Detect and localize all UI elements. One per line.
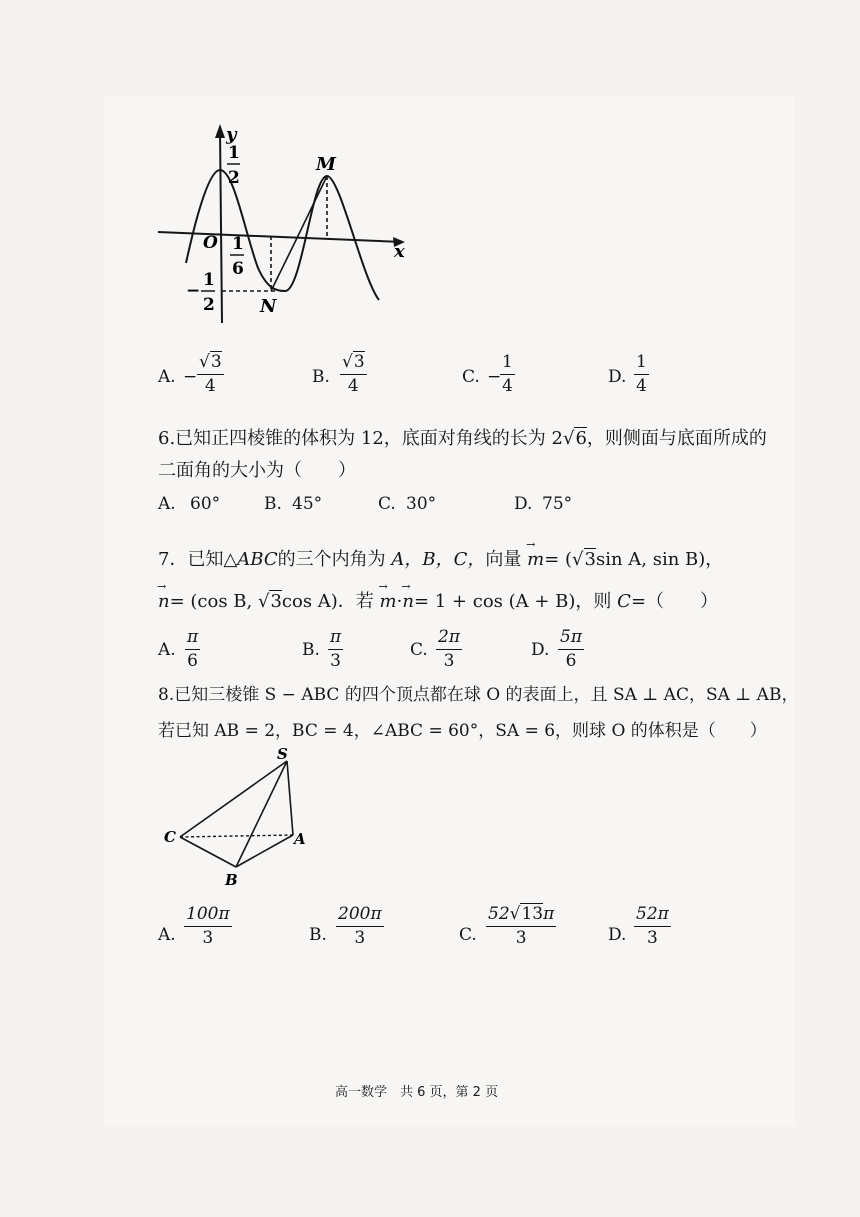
q6-option-b-letter: B. [264, 494, 282, 514]
edge-s-b [236, 761, 287, 867]
q7-l2-n: → n [158, 591, 170, 612]
q7-l1-vars: A，B，C， [391, 549, 486, 570]
q5-option-c-sign: − [487, 367, 502, 387]
q7-option-d-letter: D. [531, 640, 550, 660]
edge-c-s [180, 761, 287, 837]
origin-label: O [203, 233, 218, 253]
q8-b-den: 3 [354, 928, 366, 948]
q5-b-radicand: 3 [353, 352, 365, 372]
q6-stem-line1: 6.已知正四棱锥的体积为 12，底面对角线的长为 2√6，则侧面与底面所成的 [158, 428, 767, 449]
q7-d-den: 6 [565, 651, 577, 671]
q7-l2-dot: · [396, 591, 403, 612]
q8-b-num: 200π [336, 906, 384, 927]
q7-c-num: 2π [436, 629, 462, 650]
q5-d-den: 4 [636, 376, 647, 396]
q7-l2-rad: 3 [270, 591, 282, 612]
q5-option-a-letter: A. [158, 367, 176, 387]
q7-l2-a: = (cos B, [169, 591, 258, 612]
q5-option-c-fraction [500, 354, 515, 395]
q6-stem-line2: 二面角的大小为（ ） [158, 460, 356, 481]
tetrahedron-figure [160, 748, 310, 890]
q7-option-b-fraction [328, 629, 343, 670]
y-top-num: 1 [228, 143, 240, 163]
q6-stem-post: ，则侧面与底面所成的 [586, 428, 767, 449]
y-top-den: 2 [228, 168, 240, 188]
q5-c-den: 4 [502, 376, 513, 396]
q5-c-num: 1 [500, 354, 515, 375]
q5-option-d-letter: D. [608, 367, 627, 387]
q6-option-a-letter: A. [158, 494, 176, 514]
q6-option-d-value: 75° [542, 494, 573, 514]
y-bot-num: 1 [203, 270, 215, 290]
q7-option-a-letter: A. [158, 640, 176, 660]
q7-l2-c: = 1 + cos (A + B)，则 [413, 591, 612, 612]
q7-l2-m: → m [380, 591, 397, 612]
q7-l1-abc: ABC [237, 549, 278, 570]
q7-l1-b: 的三个内角为 [277, 549, 386, 570]
q8-option-b-letter: B. [309, 925, 327, 945]
vertex-a-label: A [294, 830, 306, 848]
y-bot-den: 2 [203, 295, 215, 315]
vertex-c-label: C [164, 828, 176, 846]
q7-l2-n2: → n [402, 591, 414, 612]
q7-option-b-letter: B. [302, 640, 320, 660]
x-tick-num: 1 [232, 234, 244, 254]
q8-c-num-a: 52 [488, 904, 510, 924]
q8-option-a-letter: A. [158, 925, 176, 945]
q8-a-den: 3 [202, 928, 214, 948]
q8-option-a-fraction [184, 906, 232, 947]
q7-c-den: 3 [443, 651, 455, 671]
edge-s-a [287, 761, 293, 835]
q8-option-c-letter: C. [459, 925, 477, 945]
q7-l1-d: = ( [544, 549, 573, 570]
q7-l1-a: 7．已知△ [158, 549, 238, 570]
q7-a-num: π [185, 629, 200, 650]
x-axis [158, 232, 402, 242]
q7-l1-c: 向量 [485, 549, 522, 570]
q7-stem-line1: 7．已知△ABC的三个内角为 A，B，C，向量 → m= (√3sin A, sin B)， [158, 545, 723, 571]
q7-a-den: 6 [187, 651, 198, 671]
q5-a-radicand: 3 [210, 352, 222, 372]
q7-option-c-letter: C. [410, 640, 428, 660]
q7-d-num: 5π [558, 629, 584, 650]
q5-option-a-fraction: $\frac{√3}{4}$ [199, 352, 222, 396]
q8-a-num: 100π [184, 906, 232, 927]
q5-b-den: 4 [347, 376, 359, 396]
q8-c-num-b: π [543, 904, 555, 924]
q5-option-b-letter: B. [312, 367, 330, 387]
q8-d-num: 52π [634, 906, 671, 927]
q6-option-c-letter: C. [378, 494, 396, 514]
vertex-s-label: S [277, 748, 288, 763]
q7-l2-b: cos A)．若 [281, 591, 374, 612]
q6-option-d-letter: D. [514, 494, 533, 514]
y-axis-arrow [215, 124, 225, 138]
q6-option-a-value: 60° [190, 494, 221, 514]
q5-d-num: 1 [634, 354, 649, 375]
q7-option-a-fraction [185, 629, 200, 670]
q8-c-num-rad: 13 [521, 904, 544, 924]
q5-option-a-sign: − [183, 367, 198, 387]
x-tick-den: 6 [232, 259, 244, 279]
q8-option-b-fraction [336, 906, 384, 947]
edge-c-b [180, 837, 236, 867]
point-m-label: M [316, 154, 336, 175]
q7-l2-C: C [617, 591, 631, 612]
q7-l1-rad: 3 [584, 549, 596, 570]
q7-stem-line2: → n= (cos B, √3cos A)．若 → m·→ n= 1 + cos (A + B)，则 C=（ ） [158, 587, 718, 613]
sine-graph [150, 118, 420, 323]
page-footer: 高一数学 共 6 页，第 2 页 [335, 1085, 499, 1100]
q8-option-d-fraction [634, 906, 671, 947]
q5-option-d-fraction [634, 354, 649, 395]
q7-l2-d: =（ ） [630, 591, 719, 612]
x-axis-label: x [394, 241, 405, 262]
q7-option-c-fraction [436, 629, 462, 670]
q7-b-num: π [328, 629, 343, 650]
y-bot-sign: − [186, 281, 201, 301]
q6-stem-pre: 6.已知正四棱锥的体积为 12，底面对角线的长为 2 [158, 428, 563, 449]
q8-d-den: 3 [646, 928, 658, 948]
q8-option-c-fraction: $\frac{52√13\pi}{3}$ [488, 904, 555, 948]
q5-option-c-letter: C. [462, 367, 480, 387]
q8-stem-line1: 8.已知三棱锥 S − ABC 的四个顶点都在球 O 的表面上，且 SA ⊥ AC，SA ⊥ AB， [158, 685, 799, 705]
q7-option-d-fraction [558, 629, 584, 670]
q8-stem-line2: 若已知 AB = 2，BC = 4，∠ABC = 60°，SA = 6，则球 O 的体积是（ ） [158, 721, 767, 741]
q7-l1-m: → m [527, 549, 544, 570]
q7-b-den: 3 [330, 651, 341, 671]
q6-stem-radicand: 6 [575, 428, 587, 449]
segment-zero-to-m [297, 176, 327, 238]
point-n-label: N [260, 296, 277, 317]
q5-option-b-fraction: $\frac{√3}{4}$ [342, 352, 365, 396]
q5-a-den: 4 [204, 376, 216, 396]
q8-c-den: 3 [515, 928, 527, 948]
q6-option-b-value: 45° [292, 494, 323, 514]
q6-option-c-value: 30° [406, 494, 437, 514]
vertex-b-label: B [225, 871, 238, 889]
q7-l1-e: sin A, sin B)， [595, 549, 724, 570]
edge-c-a-hidden [180, 835, 293, 837]
q8-option-d-letter: D. [608, 925, 627, 945]
y-axis [220, 130, 222, 323]
y-axis-label: y [226, 124, 237, 145]
